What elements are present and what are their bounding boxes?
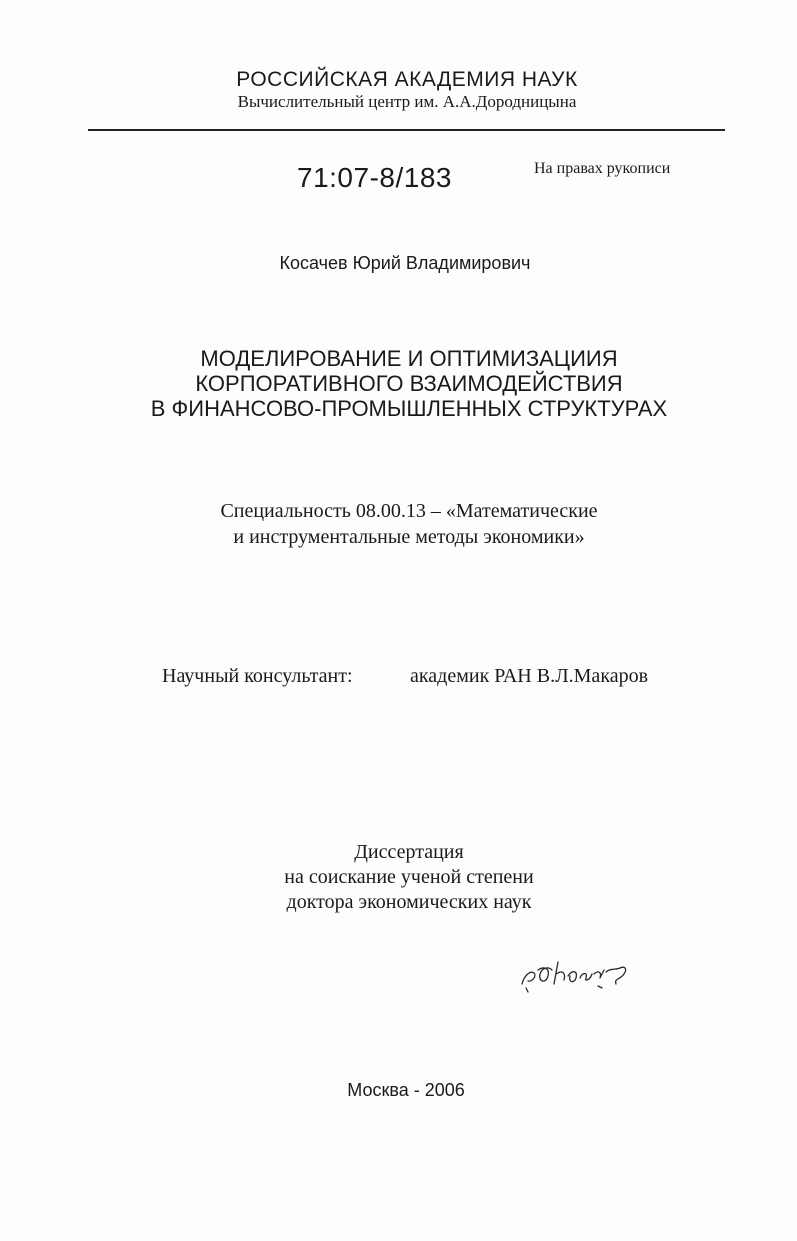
degree-line: Диссертация [354, 841, 464, 863]
specialty [0, 498, 797, 550]
rights-note: На правах рукописи [534, 160, 671, 177]
degree-line: доктора экономических наук [286, 891, 532, 913]
degree-line: на соискание ученой степени [284, 866, 534, 888]
title-line: МОДЕЛИРОВАНИЕ И ОПТИМИЗАЦИИЯ [200, 346, 618, 371]
city-year: Москва - 2006 [347, 1080, 465, 1100]
advisor-label: Научный консультант: [162, 665, 353, 687]
header-divider [88, 129, 725, 131]
document-code: 71:07-8/183 [297, 162, 452, 193]
thesis-title [0, 346, 797, 421]
title-line: КОРПОРАТИВНОГО ВЗАИМОДЕЙСТВИЯ [195, 371, 623, 396]
organization-name: РОССИЙСКАЯ АКАДЕМИЯ НАУК [236, 68, 578, 91]
specialty-line: и инструментальные методы экономики» [233, 526, 585, 548]
author-name: Косачев Юрий Владимирович [279, 253, 531, 273]
signature-icon [518, 940, 638, 1000]
degree-statement [0, 840, 797, 915]
specialty-line: Специальность 08.00.13 – «Математические [220, 500, 598, 522]
institute-name: Вычислительный центр им. А.А.Дородницына [237, 92, 577, 111]
advisor-value: академик РАН В.Л.Макаров [410, 665, 649, 687]
title-line: В ФИНАНСОВО-ПРОМЫШЛЕННЫХ СТРУКТУРАХ [150, 396, 668, 421]
